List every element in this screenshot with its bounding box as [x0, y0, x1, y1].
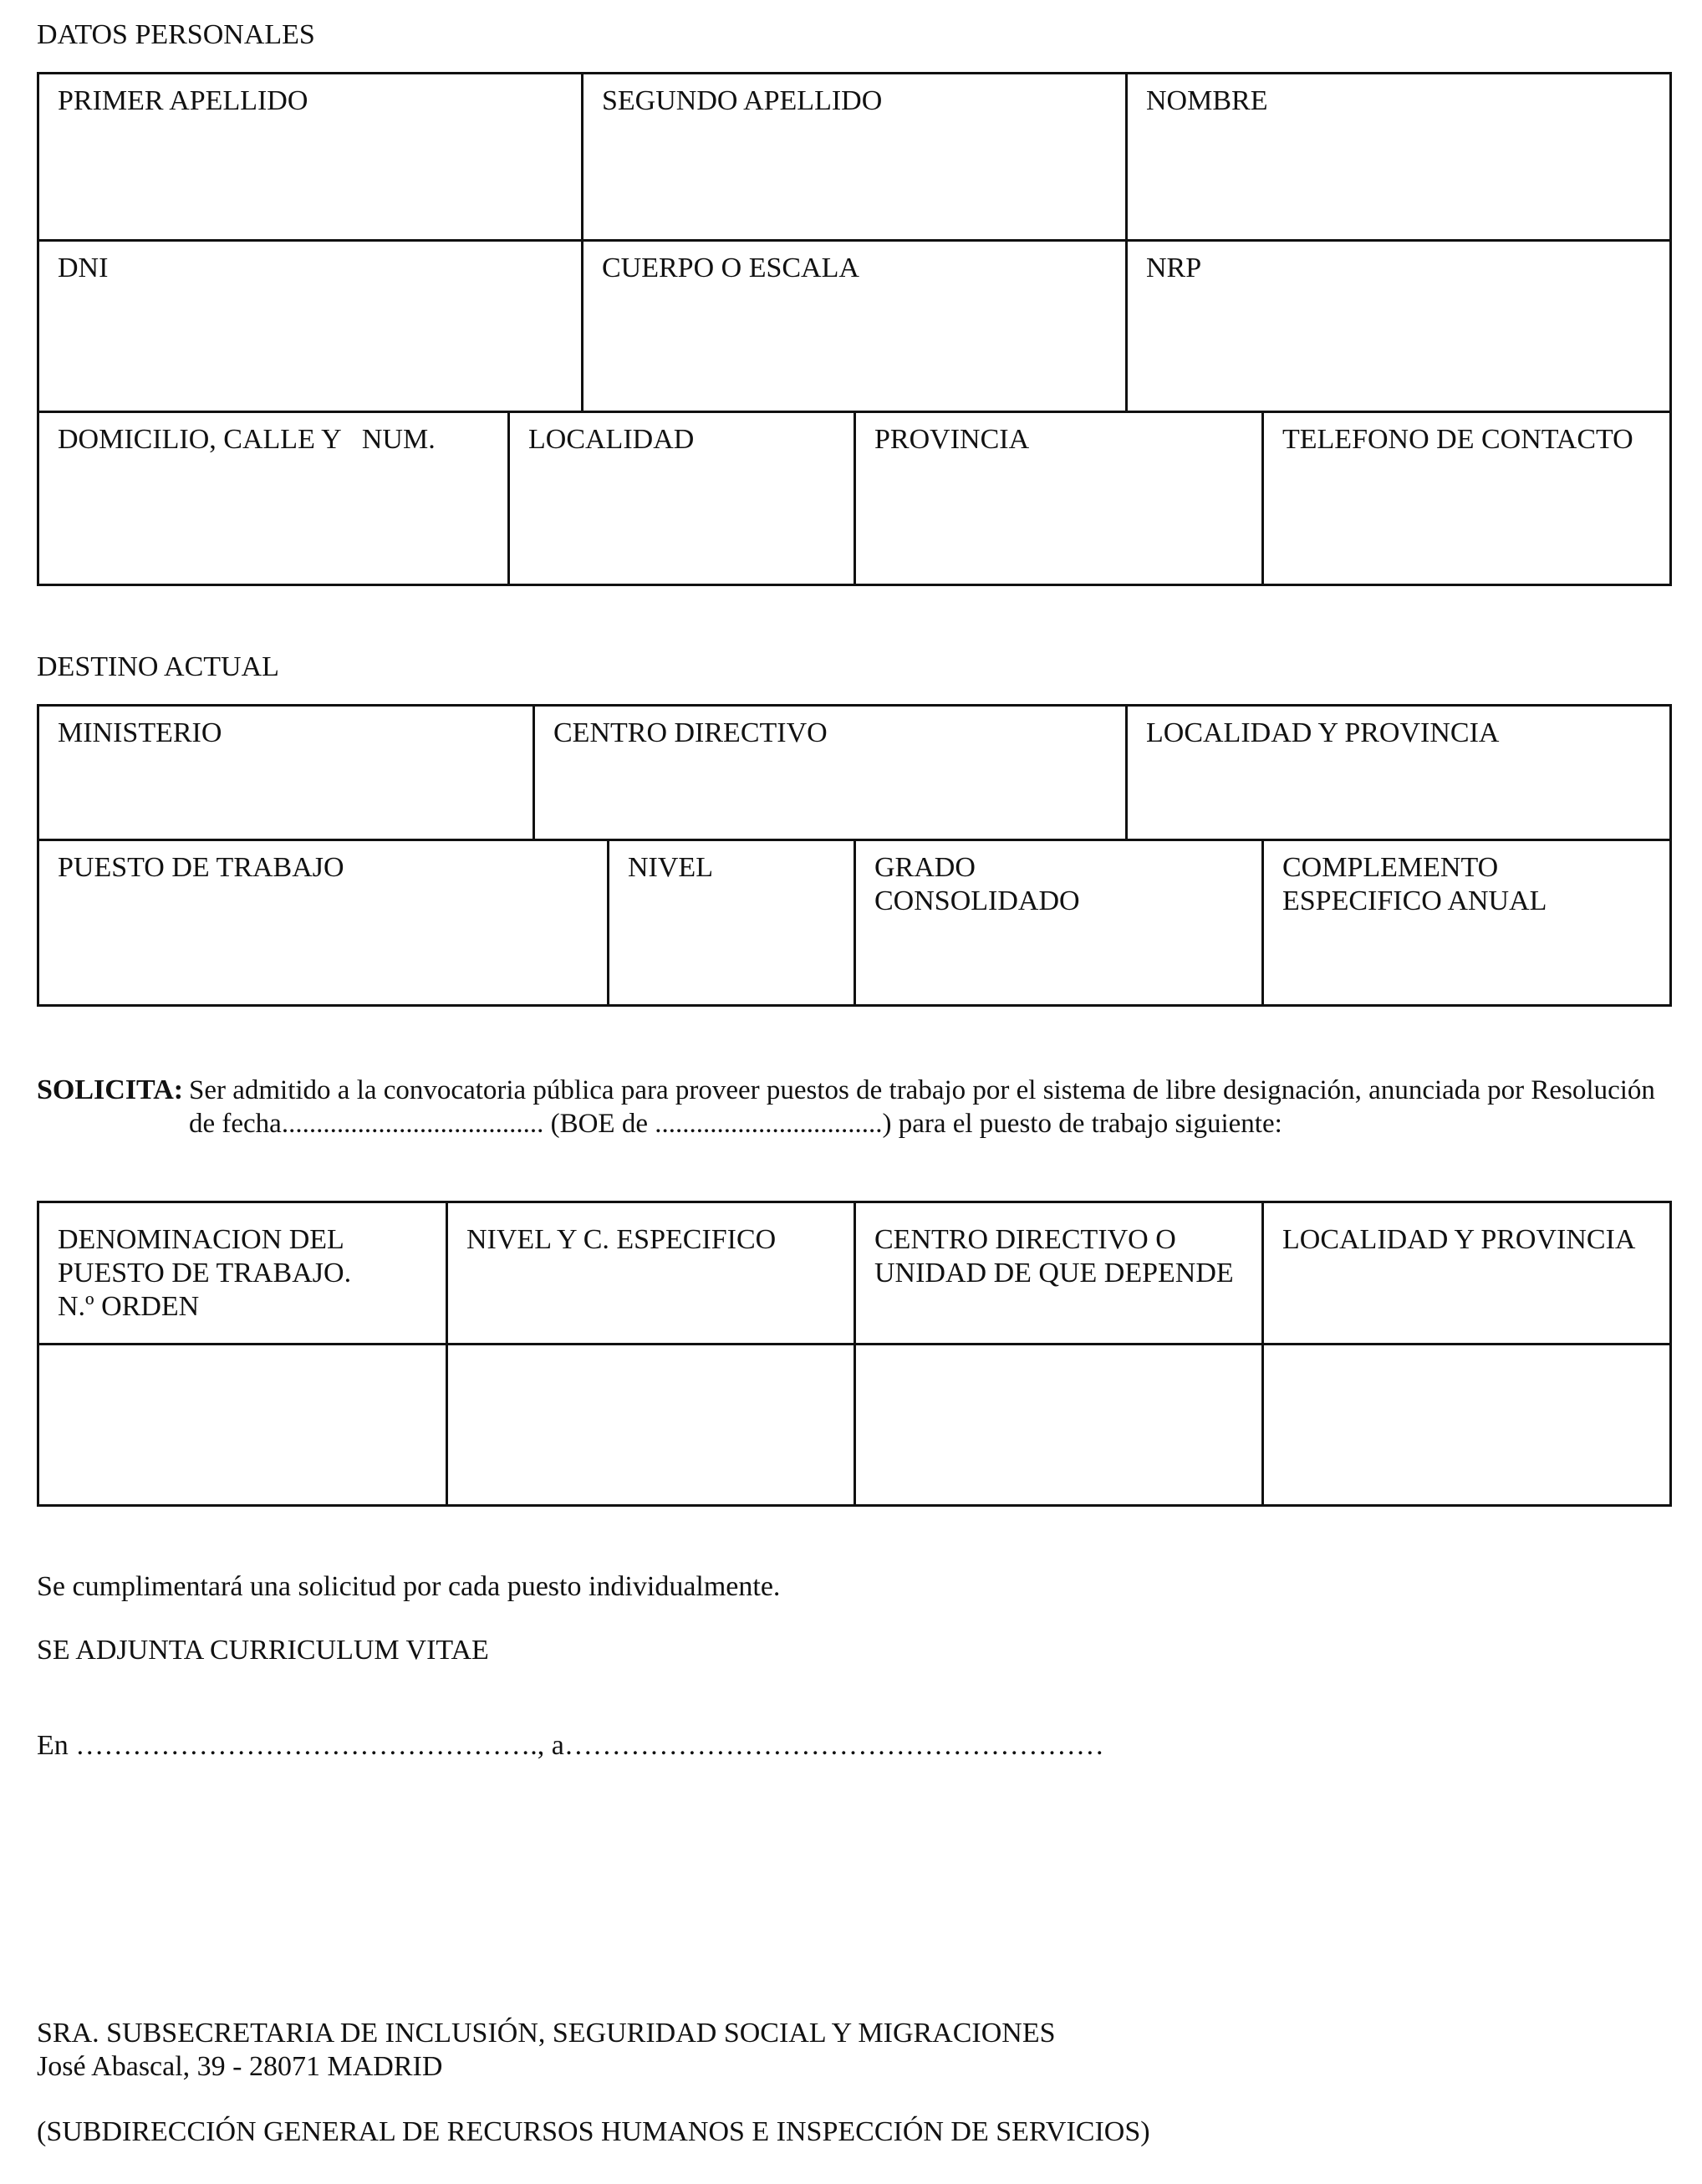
field-centro-directivo[interactable]: [535, 707, 1125, 839]
section-title-destino-actual: DESTINO ACTUAL: [37, 651, 279, 682]
input-centro-directivo[interactable]: [856, 1345, 1261, 1504]
column-header: LOCALIDAD Y PROVINCIA: [1282, 1224, 1636, 1255]
field-puesto-trabajo[interactable]: [39, 841, 607, 1004]
field-dni[interactable]: [39, 242, 581, 411]
header-nivel-especifico: [448, 1203, 854, 1343]
field-label: SEGUNDO APELLIDO: [602, 85, 883, 116]
header-centro-directivo: [856, 1203, 1261, 1343]
input-localidad-provincia[interactable]: [1264, 1345, 1669, 1504]
puesto-solicitado-table: [37, 1201, 1672, 1507]
solicita-text-line1: Ser admitido a la convocatoria pública para proveer puestos de trabajo por el sistema de libre designación, anunciada por Resolución: [189, 1075, 1655, 1105]
field-label: LOCALIDAD Y PROVINCIA: [1146, 717, 1500, 748]
field-label: DNI: [58, 253, 109, 283]
field-ministerio[interactable]: [39, 707, 533, 839]
field-label: CUERPO O ESCALA: [602, 253, 859, 283]
note-una-solicitud: Se cumplimentará una solicitud por cada puesto individualmente.: [37, 1571, 781, 1602]
field-label: NIVEL: [628, 852, 713, 883]
field-localidad-provincia[interactable]: [1128, 707, 1669, 839]
field-label: NOMBRE: [1146, 85, 1268, 116]
field-label: COMPLEMENTO ESPECIFICO ANUAL: [1282, 852, 1547, 916]
header-denominacion: [39, 1203, 446, 1343]
field-label: DOMICILIO, CALLE Y NUM.: [58, 424, 436, 455]
header-localidad-provincia: [1264, 1203, 1669, 1343]
place-date-line[interactable]: En …………………………………………., a…………………………………………………: [37, 1730, 1104, 1761]
field-label: PRIMER APELLIDO: [58, 85, 308, 116]
solicita-text-line2: de fecha...................................... (BOE de .................................) para el puesto de trabajo siguiente:: [189, 1109, 1282, 1139]
field-localidad[interactable]: [510, 413, 854, 584]
personal-data-table: [37, 72, 1672, 586]
field-label: PUESTO DE TRABAJO: [58, 852, 344, 883]
column-header: DENOMINACION DEL PUESTO DE TRABAJO. N.º ORDEN: [58, 1224, 352, 1322]
field-primer-apellido[interactable]: [39, 74, 581, 239]
column-header: CENTRO DIRECTIVO O UNIDAD DE QUE DEPENDE: [874, 1224, 1234, 1288]
field-domicilio[interactable]: [39, 413, 507, 584]
field-nrp[interactable]: [1128, 242, 1669, 411]
field-complemento-especifico[interactable]: [1264, 841, 1669, 1004]
field-label: NRP: [1146, 253, 1202, 283]
field-label: CENTRO DIRECTIVO: [553, 717, 828, 748]
destino-table: [37, 704, 1672, 1007]
input-denominacion[interactable]: [39, 1345, 446, 1504]
field-label: LOCALIDAD: [528, 424, 695, 455]
section-title-datos-personales: DATOS PERSONALES: [37, 19, 315, 50]
column-header: NIVEL Y C. ESPECIFICO: [466, 1224, 777, 1255]
field-nombre[interactable]: [1128, 74, 1669, 239]
field-segundo-apellido[interactable]: [583, 74, 1125, 239]
note-curriculum: SE ADJUNTA CURRICULUM VITAE: [37, 1635, 489, 1666]
field-provincia[interactable]: [856, 413, 1261, 584]
input-nivel-especifico[interactable]: [448, 1345, 854, 1504]
field-label: PROVINCIA: [874, 424, 1030, 455]
field-label: TELEFONO DE CONTACTO: [1282, 424, 1633, 455]
solicita-label: SOLICITA:: [37, 1074, 184, 1105]
addressee-line: SRA. SUBSECRETARIA DE INCLUSIÓN, SEGURIDAD SOCIAL Y MIGRACIONES: [37, 2018, 1056, 2049]
field-label: GRADO CONSOLIDADO: [874, 852, 1080, 916]
field-label: MINISTERIO: [58, 717, 222, 748]
address-line: José Abascal, 39 - 28071 MADRID: [37, 2051, 443, 2082]
field-cuerpo-escala[interactable]: [583, 242, 1125, 411]
field-grado-consolidado[interactable]: [856, 841, 1261, 1004]
department-line: (SUBDIRECCIÓN GENERAL DE RECURSOS HUMANOS E INSPECCIÓN DE SERVICIOS): [37, 2116, 1150, 2147]
field-telefono[interactable]: [1264, 413, 1669, 584]
field-nivel[interactable]: [609, 841, 854, 1004]
